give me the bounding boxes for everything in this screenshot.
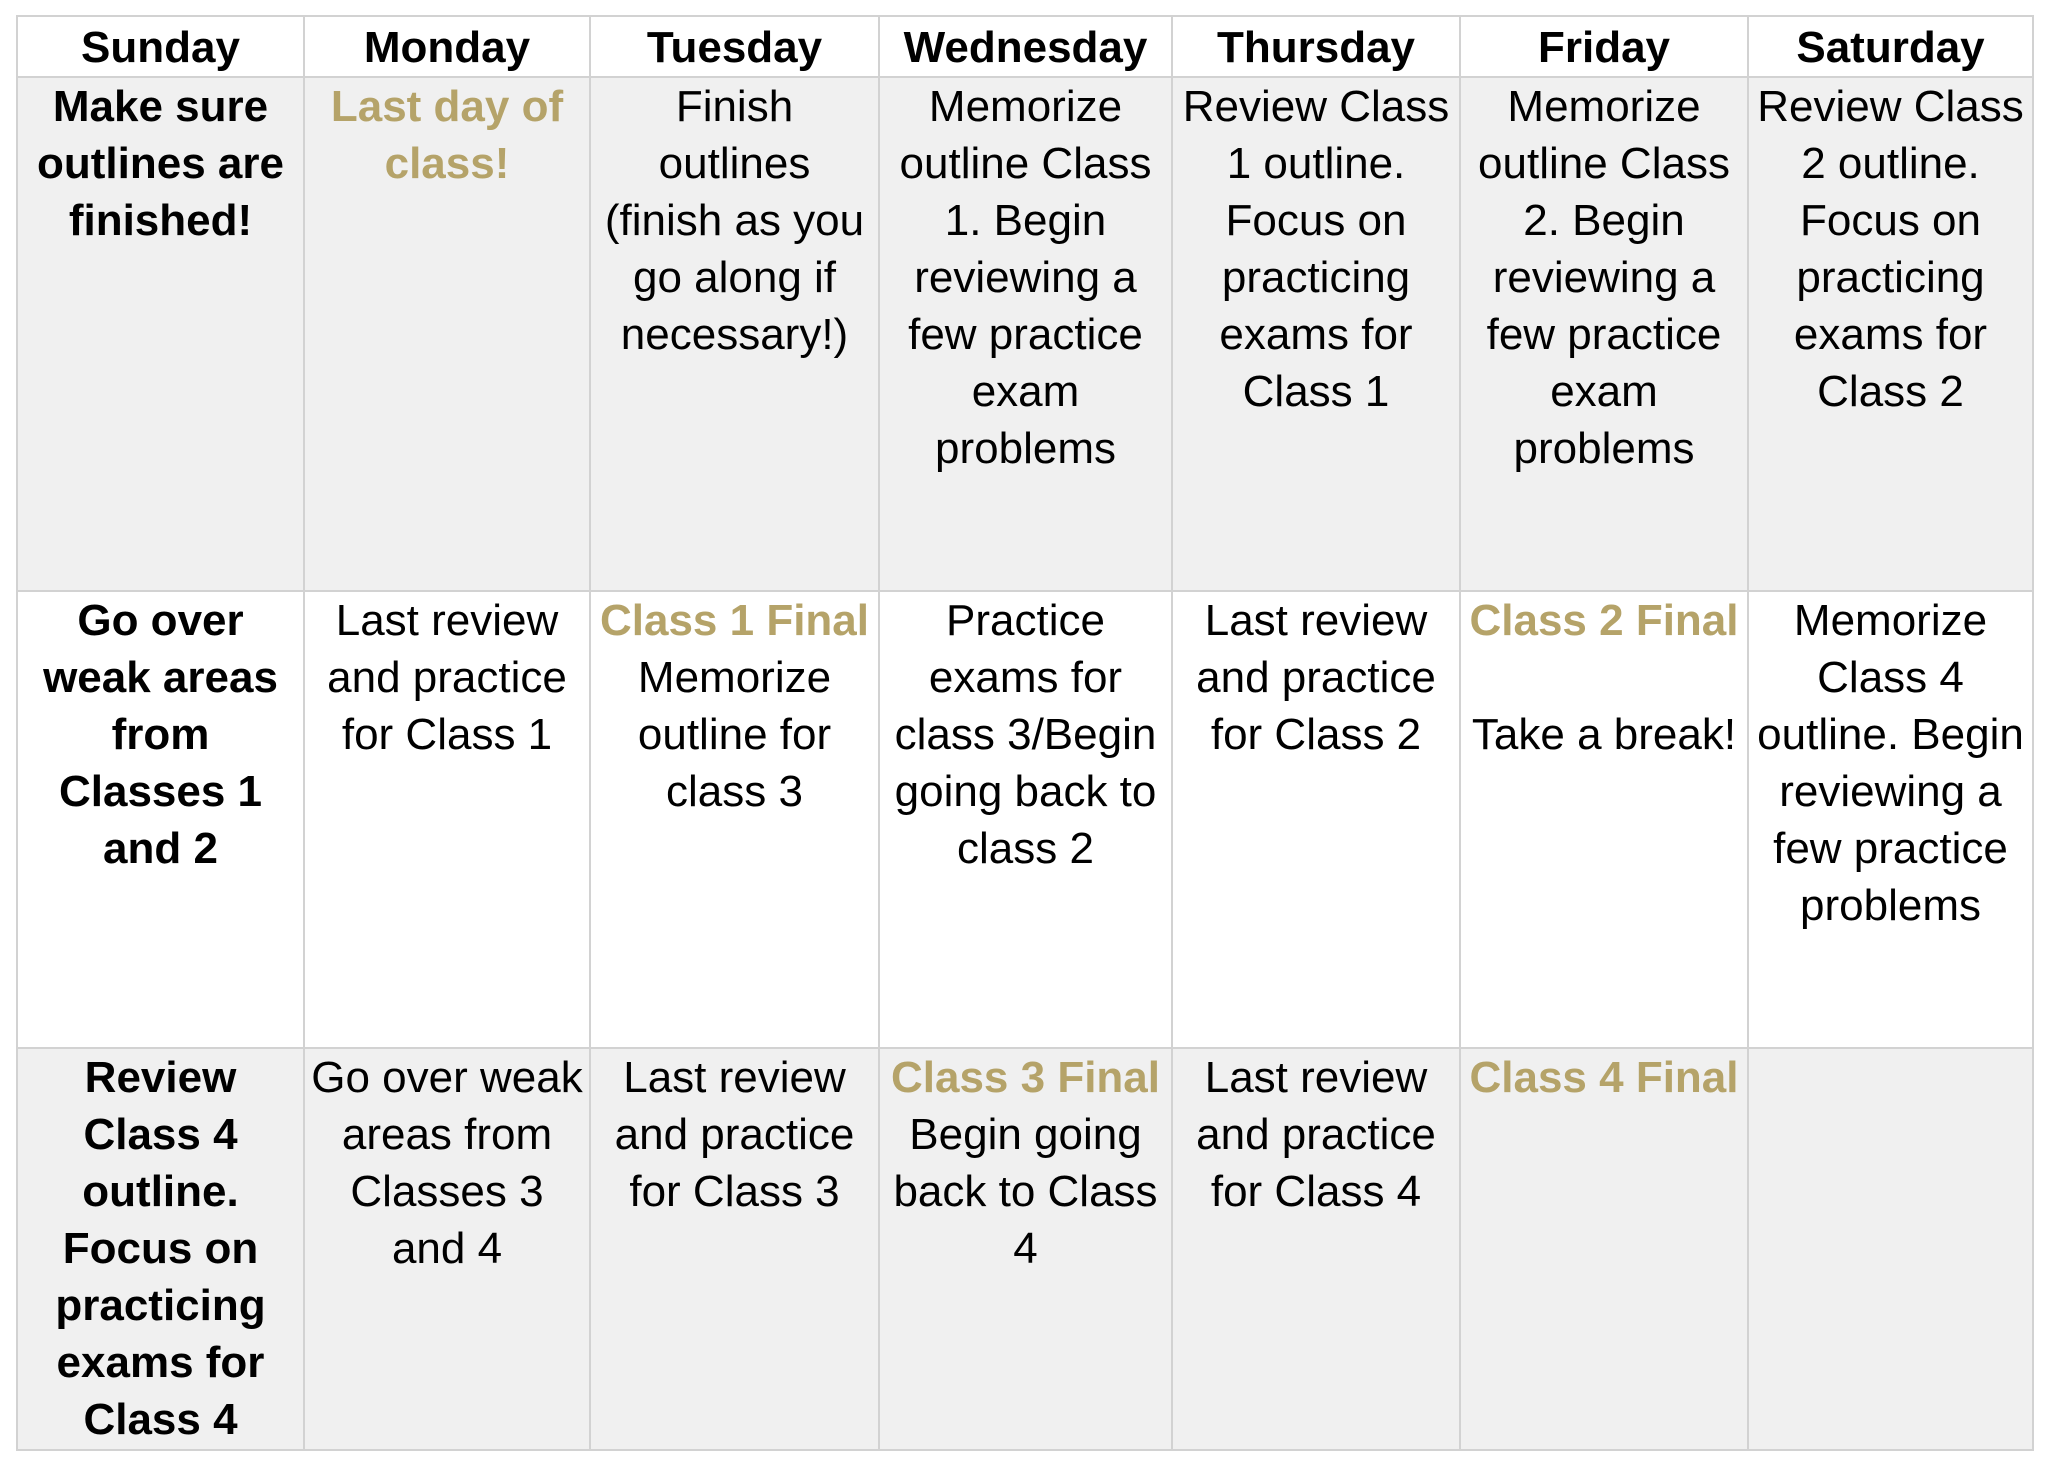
cell-text: Review Class 4 outline. Focus on practicing exams for Class 4 [55, 1053, 266, 1444]
cell-text: Review Class 2 outline. Focus on practicing exams for Class 2 [1757, 82, 2024, 416]
cell-text: Go over weak areas from Classes 3 and 4 [311, 1053, 583, 1273]
cell-highlight: Class 4 Final [1469, 1053, 1739, 1102]
week1-tuesday-cell [590, 77, 879, 591]
cell-highlight: Class 3 Final [890, 1053, 1160, 1102]
header-friday: Friday [1460, 16, 1748, 77]
week2-wednesday-cell [879, 591, 1172, 1048]
week2-tuesday-cell [590, 591, 879, 1048]
week1-friday-cell [1460, 77, 1748, 591]
week2-saturday-cell [1748, 591, 2033, 1048]
header-tuesday: Tuesday [590, 16, 879, 77]
header-monday: Monday [304, 16, 590, 77]
cell-highlight: Class 2 Final [1469, 596, 1739, 645]
week2-sunday-cell [17, 591, 304, 1048]
week3-tuesday-cell [590, 1048, 879, 1450]
cell-text: Memorize Class 4 outline. Begin reviewing a few practice problems [1757, 596, 2024, 930]
week3-sunday-cell [17, 1048, 304, 1450]
cell-text: Finish outlines (finish as you go along if necessary!) [604, 82, 865, 359]
week2-thursday-cell [1172, 591, 1460, 1048]
week1-sunday-cell [17, 77, 304, 591]
week3-wednesday-cell [879, 1048, 1172, 1450]
week1-saturday-cell [1748, 77, 2033, 591]
header-saturday: Saturday [1748, 16, 2033, 77]
cell-text: Memorize outline Class 2. Begin reviewing a few practice exam problems [1478, 82, 1730, 473]
cell-text: Memorize outline Class 1. Begin reviewing a few practice exam problems [899, 82, 1152, 473]
week3-monday-cell [304, 1048, 590, 1450]
week3-thursday-cell [1172, 1048, 1460, 1450]
week1-thursday-cell [1172, 77, 1460, 591]
cell-text: Last review and practice for Class 2 [1196, 596, 1436, 759]
header-thursday: Thursday [1172, 16, 1460, 77]
week-row-1 [17, 77, 2033, 591]
week2-monday-cell [304, 591, 590, 1048]
header-wednesday: Wednesday [879, 16, 1172, 77]
weekday-header-row [17, 16, 2033, 77]
header-sunday: Sunday [17, 16, 304, 77]
cell-text: Last review and practice for Class 3 [614, 1053, 855, 1216]
week2-friday-cell [1460, 591, 1748, 1048]
week3-saturday-cell [1748, 1048, 2033, 1450]
cell-text: Practice exams for class 3/Begin going back to class 2 [894, 596, 1157, 873]
study-schedule-table [16, 15, 2034, 1451]
week1-monday-cell [304, 77, 590, 591]
cell-text: Memorize outline for class 3 [637, 653, 832, 816]
cell-text: Review Class 1 outline. Focus on practicing exams for Class 1 [1182, 82, 1450, 416]
week3-friday-cell [1460, 1048, 1748, 1450]
cell-text: Begin going back to Class 4 [893, 1110, 1158, 1273]
week-row-2 [17, 591, 2033, 1048]
cell-text: Take a break! [1471, 710, 1737, 759]
cell-spacer [1467, 649, 1741, 706]
cell-highlight: Last day of class! [330, 82, 564, 188]
cell-text: Make sure outlines are finished! [37, 82, 284, 245]
week1-wednesday-cell [879, 77, 1172, 591]
cell-text: Go over weak areas from Classes 1 and 2 [43, 596, 278, 873]
cell-text: Last review and practice for Class 1 [327, 596, 567, 759]
cell-highlight: Class 1 Final [599, 596, 869, 645]
cell-text: Last review and practice for Class 4 [1196, 1053, 1436, 1216]
week-row-3 [17, 1048, 2033, 1450]
